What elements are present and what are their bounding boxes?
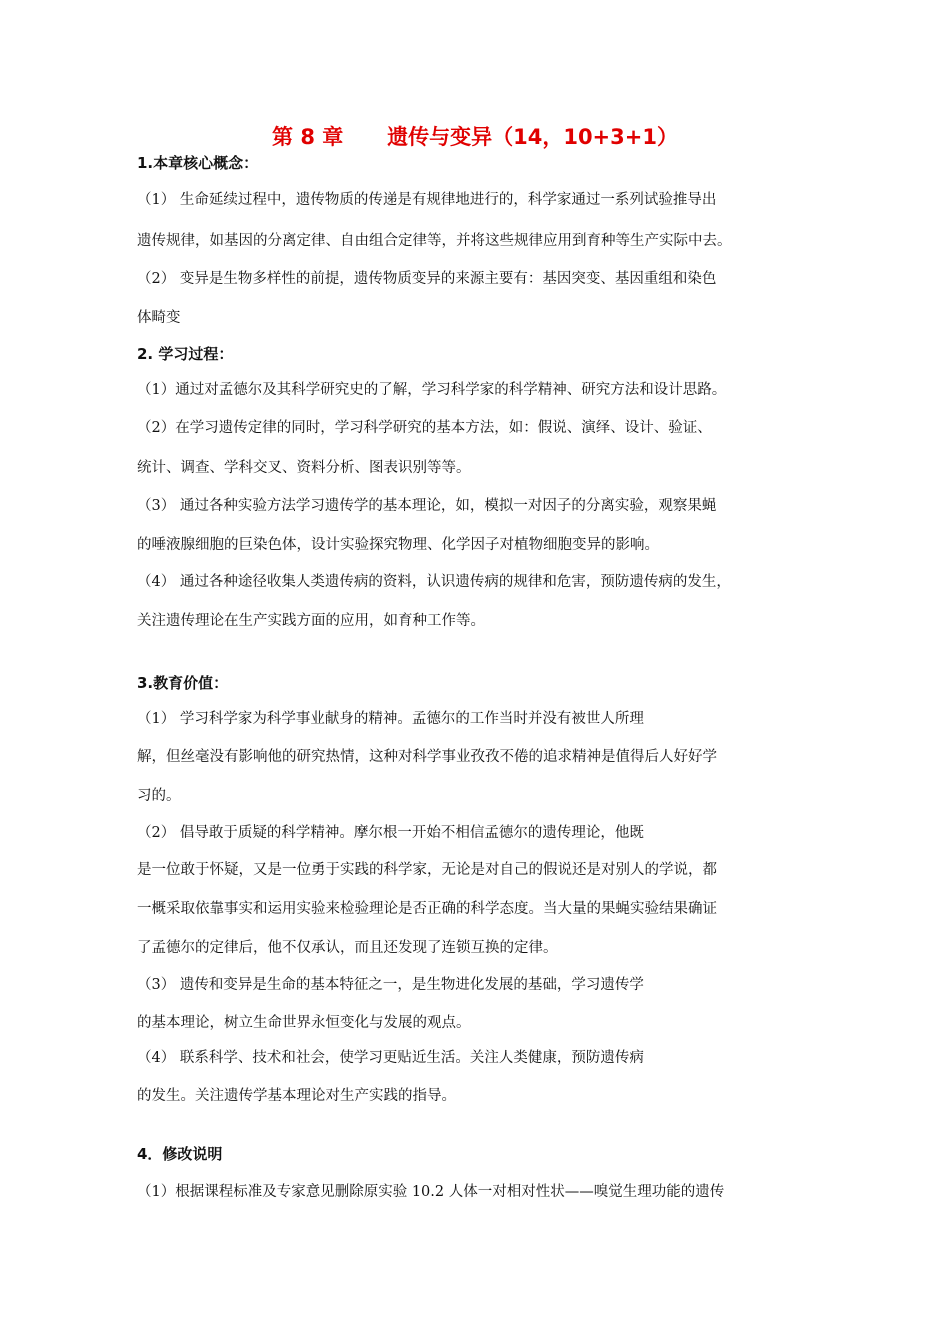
paragraph-line: 统计、调查、学科交叉、资料分析、图表识别等等。 [137, 460, 471, 476]
paragraph-line: 了孟德尔的定律后，他不仅承认，而且还发现了连锁互换的定律。 [137, 940, 558, 956]
chapter-title: 第 8 章 遗传与变异（14，10+3+1） [272, 125, 678, 149]
paragraph-line: （2） 变异是生物多样性的前提，遗传物质变异的来源主要有：基因突变、基因重组和染色 [137, 271, 717, 287]
section-heading-educational-value: 3.教育价值： [137, 674, 229, 692]
paragraph-line: （2） 倡导敢于质疑的科学精神。摩尔根一开始不相信孟德尔的遗传理论，他既 [137, 825, 644, 841]
paragraph-line: （4） 联系科学、技术和社会，使学习更贴近生活。关注人类健康，预防遗传病 [137, 1050, 644, 1066]
section-heading-revision-notes: 4．修改说明 [137, 1145, 223, 1163]
paragraph-line: 是一位敢于怀疑，又是一位勇于实践的科学家，无论是对自己的假说还是对别人的学说，都 [137, 862, 717, 878]
paragraph-line: 的唾液腺细胞的巨染色体，设计实验探究物理、化学因子对植物细胞变异的影响。 [137, 537, 659, 553]
paragraph-line: （1）根据课程标准及专家意见删除原实验 10.2 人体一对相对性状——嗅觉生理功能的遗传 [137, 1184, 725, 1200]
paragraph-line: （3） 遗传和变异是生命的基本特征之一，是生物进化发展的基础，学习遗传学 [137, 977, 644, 993]
paragraph-line: 体畸变 [137, 310, 181, 326]
paragraph-line: （1） 生命延续过程中，遗传物质的传递是有规律地进行的，科学家通过一系列试验推导出 [137, 192, 717, 208]
paragraph-line: 的基本理论，树立生命世界永恒变化与发展的观点。 [137, 1015, 471, 1031]
paragraph-line: （3） 通过各种实验方法学习遗传学的基本理论，如，模拟一对因子的分离实验，观察果蝇 [137, 498, 717, 514]
paragraph-line: （1） 学习科学家为科学事业献身的精神。孟德尔的工作当时并没有被世人所理 [137, 711, 644, 727]
paragraph-line: 的发生。关注遗传学基本理论对生产实践的指导。 [137, 1088, 456, 1104]
paragraph-line: 一概采取依靠事实和运用实验来检验理论是否正确的科学态度。当大量的果蝇实验结果确证 [137, 901, 717, 917]
section-heading-core-concepts: 1.本章核心概念： [137, 154, 259, 172]
paragraph-line: 习的。 [137, 788, 181, 804]
paragraph-line: 解，但丝毫没有影响他的研究热情，这种对科学事业孜孜不倦的追求精神是值得后人好好学 [137, 749, 717, 765]
section-heading-learning-process: 2. 学习过程： [137, 345, 234, 363]
paragraph-line: 遗传规律，如基因的分离定律、自由组合定律等，并将这些规律应用到育种等生产实际中去。 [137, 233, 732, 249]
paragraph-line: 关注遗传理论在生产实践方面的应用，如育种工作等。 [137, 613, 485, 629]
paragraph-line: （4） 通过各种途径收集人类遗传病的资料，认识遗传病的规律和危害，预防遗传病的发生， [137, 574, 731, 590]
paragraph-line: （1）通过对孟德尔及其科学研究史的了解，学习科学家的科学精神、研究方法和设计思路。 [137, 382, 727, 398]
paragraph-line: （2）在学习遗传定律的同时，学习科学研究的基本方法，如：假说、演绎、设计、验证、 [137, 420, 712, 436]
